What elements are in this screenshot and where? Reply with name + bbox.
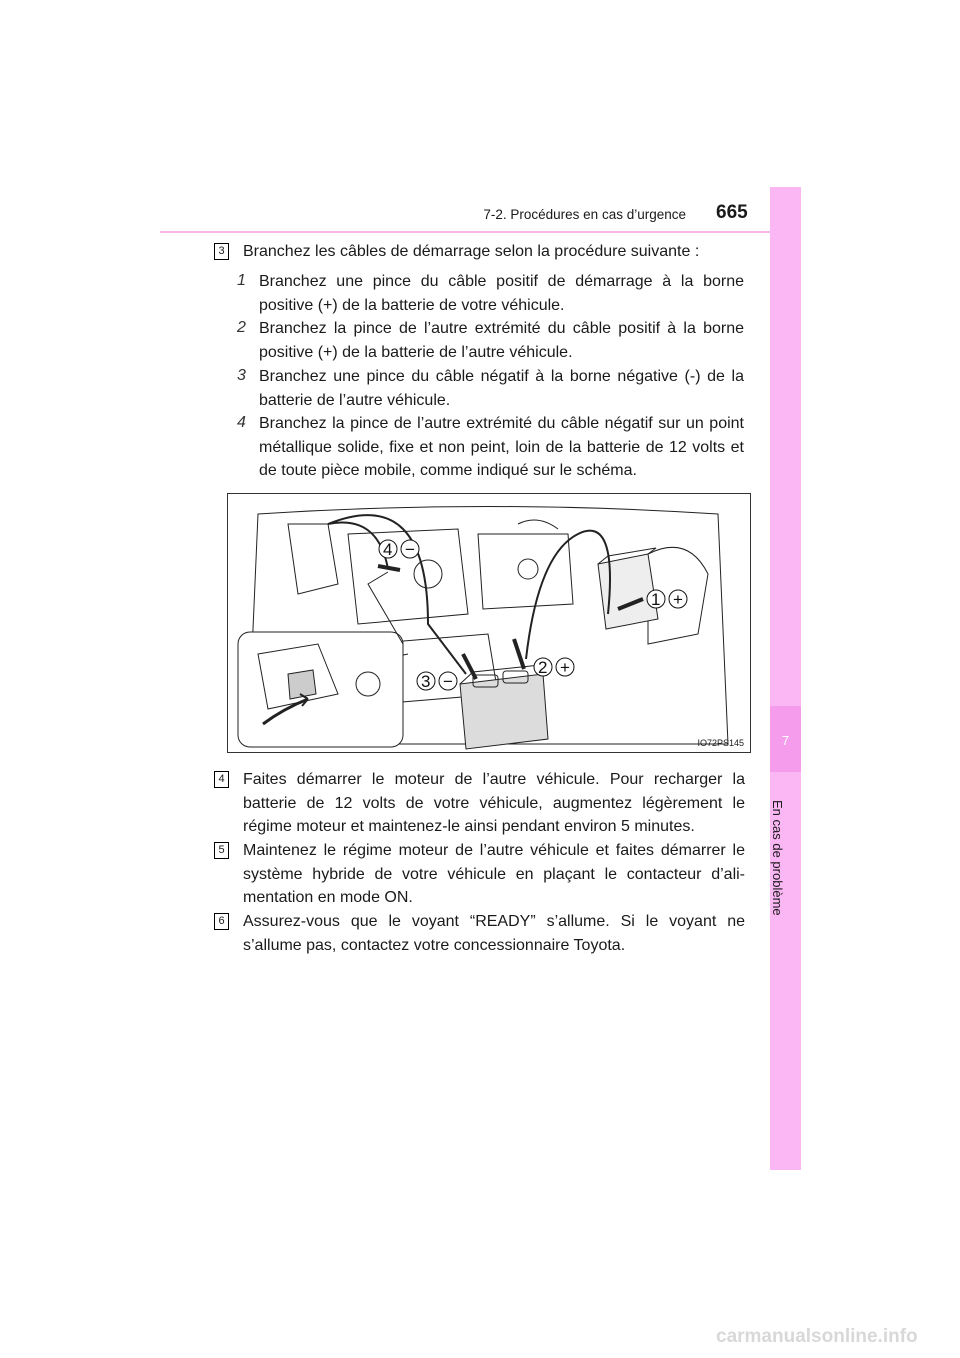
step-3-text: Branchez les câbles de démarrage selon la procédure suivante : bbox=[243, 243, 700, 260]
callout-4 bbox=[379, 540, 419, 559]
substep-4-text: Branchez la pince de l’autre extrémité du câble négatif sur un point métallique solide, fixe et non peint, loin de la batterie de 12 volts et de toute pièce mobile, comme indiqué sur le schéma. bbox=[259, 415, 744, 479]
section-title: 7-2. Procédures en cas d’urgence bbox=[483, 207, 686, 222]
substep-number-1: 1 bbox=[237, 272, 246, 289]
step-5-text: Maintenez le régime moteur de l’autre véhicule et faites démarrer le système hybride de votre véhicule en plaçant le contacteur d’alimentation en mode ON. bbox=[243, 842, 745, 906]
figure-code: IO72PS145 bbox=[697, 738, 744, 748]
watermark: carmanualsonline.info bbox=[716, 1326, 918, 1347]
substep-number-2: 2 bbox=[237, 319, 246, 336]
engine-bay-illustration bbox=[228, 494, 750, 752]
svg-text:4: 4 bbox=[383, 540, 393, 559]
callout-1 bbox=[647, 590, 687, 609]
svg-text:+: + bbox=[560, 658, 570, 677]
step-number-6: 6 bbox=[214, 913, 229, 930]
svg-text:+: + bbox=[673, 590, 683, 609]
step-number-4: 4 bbox=[214, 771, 229, 788]
callout-2 bbox=[534, 658, 574, 677]
substep-3-text: Branchez une pince du câble négatif à la borne négative (-) de la batterie de l’autre véhicule. bbox=[259, 368, 744, 409]
substep-number-3: 3 bbox=[237, 367, 246, 384]
page-number: 665 bbox=[716, 202, 748, 223]
substep-1-text: Branchez une pince du câble positif de démarrage à la borne positive (+) de la batterie de votre véhicule. bbox=[259, 273, 744, 314]
jump-start-diagram bbox=[227, 493, 751, 753]
substep-2-text: Branchez la pince de l’autre extrémité du câble positif à la borne positive (+) de la batterie de l’autre véhicule. bbox=[259, 320, 744, 361]
substep-number-4: 4 bbox=[237, 414, 246, 431]
svg-text:3: 3 bbox=[421, 672, 431, 691]
svg-text:2: 2 bbox=[538, 658, 548, 677]
chapter-number: 7 bbox=[781, 733, 790, 748]
step-number-3: 3 bbox=[214, 243, 229, 260]
callout-3 bbox=[417, 672, 457, 691]
svg-text:−: − bbox=[405, 540, 415, 559]
step-6-text: Assurez-vous que le voyant “READY” s’allume. Si le voyant ne s’allume pas, contactez votre concessionnaire Toyota. bbox=[243, 913, 745, 954]
step-number-5: 5 bbox=[214, 842, 229, 859]
svg-text:−: − bbox=[443, 672, 453, 691]
chapter-side-tab bbox=[770, 187, 801, 1170]
chapter-label: En cas de problème bbox=[770, 800, 785, 916]
step-4-text: Faites démarrer le moteur de l’autre véhicule. Pour recharger la batterie de 12 volts de votre véhicule, augmentez légèrement le régime moteur et maintenez-le ainsi pendant environ 5 minutes. bbox=[243, 771, 745, 835]
header-divider bbox=[160, 231, 800, 233]
svg-text:1: 1 bbox=[651, 590, 661, 609]
